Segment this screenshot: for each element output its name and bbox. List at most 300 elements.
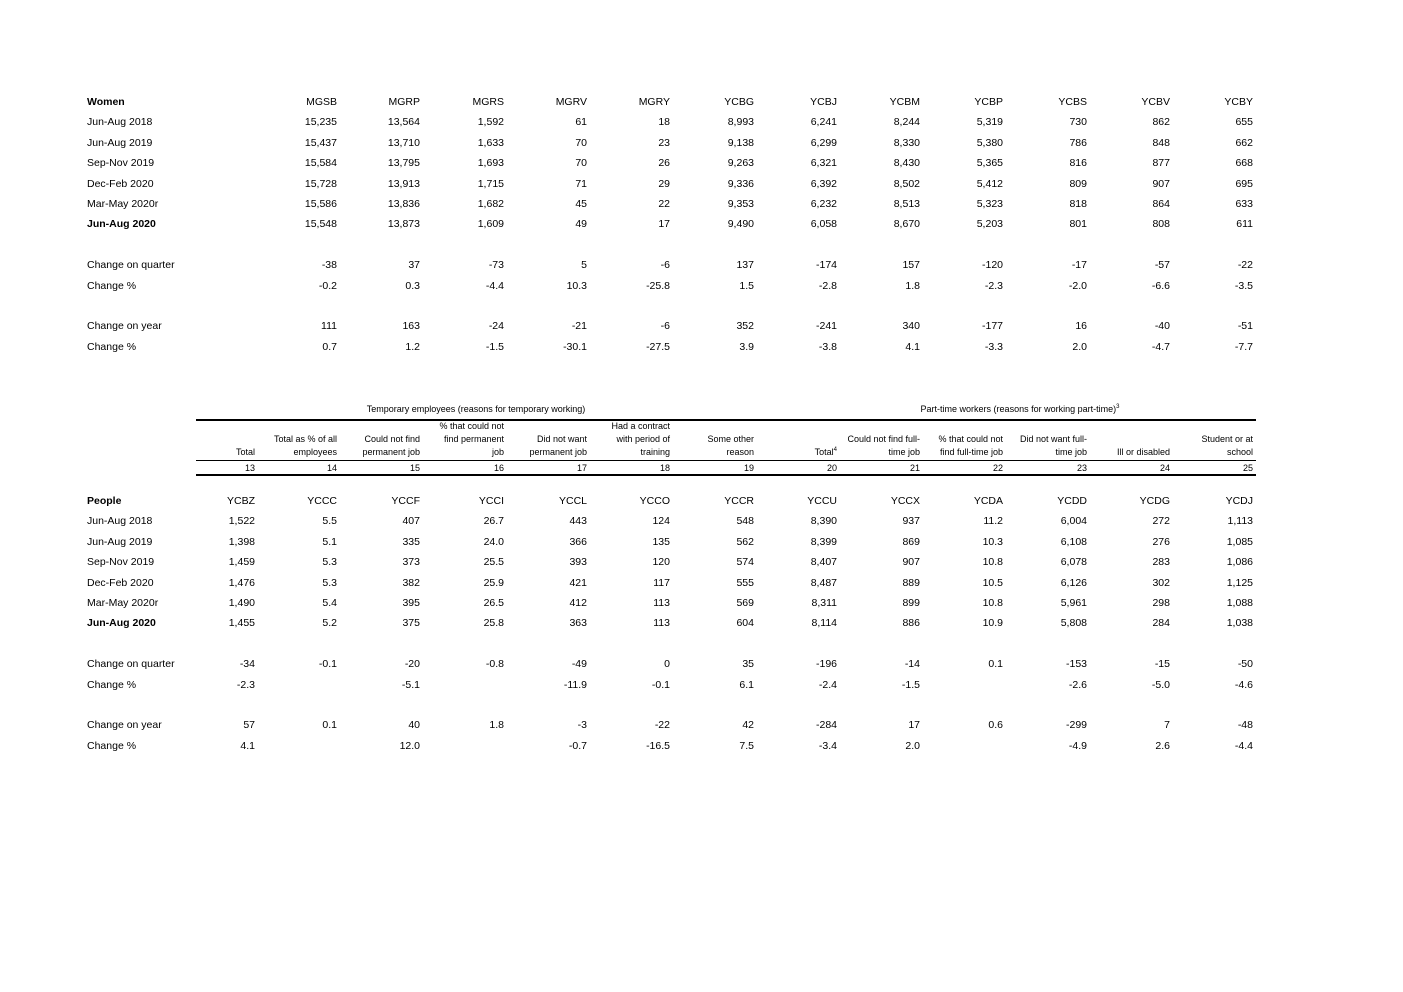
change-cell: 7.5 xyxy=(739,740,754,752)
table-cell: 668 xyxy=(1235,157,1253,169)
header-bottom-rule xyxy=(196,474,1256,476)
series-code: YCBM xyxy=(889,96,920,108)
table-cell: 8,330 xyxy=(893,137,920,149)
table-cell: 907 xyxy=(902,556,920,568)
change-cell: 1.8 xyxy=(489,719,504,731)
table-cell: 13,710 xyxy=(387,137,420,149)
table-cell: 1,490 xyxy=(228,597,255,609)
change-cell: 35 xyxy=(742,658,754,670)
change-cell: -5.0 xyxy=(1151,679,1170,691)
table-cell: 272 xyxy=(1152,515,1170,527)
table-cell: 730 xyxy=(1069,116,1087,128)
column-index: 19 xyxy=(743,463,754,473)
table-cell: 25.5 xyxy=(483,556,504,568)
change-cell: -57 xyxy=(1154,259,1170,271)
table-cell: 6,392 xyxy=(810,178,837,190)
series-code: YCCU xyxy=(807,495,837,507)
change-label: Change on quarter xyxy=(87,658,175,670)
table-cell: 15,437 xyxy=(304,137,337,149)
table-cell: 8,390 xyxy=(810,515,837,527)
table-cell: 1,455 xyxy=(228,617,255,629)
change-cell: 37 xyxy=(408,259,420,271)
change-cell: 7 xyxy=(1164,719,1170,731)
table-cell: 1,113 xyxy=(1227,515,1253,527)
change-cell: -3.5 xyxy=(1234,280,1253,292)
table-cell: 1,715 xyxy=(477,178,504,190)
series-code: YCBZ xyxy=(226,495,255,507)
change-cell: -0.7 xyxy=(568,740,587,752)
table-cell: 6,321 xyxy=(810,157,837,169)
row-label: Sep-Nov 2019 xyxy=(87,157,155,169)
table-cell: 8,487 xyxy=(810,577,837,589)
change-cell: -0.1 xyxy=(651,679,670,691)
table-cell: 5,412 xyxy=(976,178,1003,190)
table-cell: 808 xyxy=(1152,218,1170,230)
footnote-marker: 3 xyxy=(1116,404,1120,410)
column-header-line: Total as % of all xyxy=(273,434,337,444)
change-cell: -5.1 xyxy=(401,679,420,691)
series-code: YCCL xyxy=(558,495,587,507)
table-cell: 9,490 xyxy=(727,218,754,230)
table-cell: 818 xyxy=(1069,198,1087,210)
table-cell: 61 xyxy=(575,116,587,128)
change-cell: -196 xyxy=(815,658,837,670)
row-label: Jun-Aug 2019 xyxy=(87,536,153,548)
table-cell: 8,311 xyxy=(811,597,837,609)
change-cell: 1.8 xyxy=(905,280,920,292)
table-cell: 562 xyxy=(736,536,754,548)
column-header-line: school xyxy=(1226,447,1253,457)
change-cell: -40 xyxy=(1154,320,1170,332)
table-cell: 655 xyxy=(1235,116,1253,128)
column-header-line: employees xyxy=(293,447,337,457)
table-cell: 8,670 xyxy=(893,218,920,230)
change-cell: -3.4 xyxy=(818,740,837,752)
table-cell: 6,241 xyxy=(810,116,837,128)
table-cell: 5,808 xyxy=(1060,617,1087,629)
column-index: 25 xyxy=(1242,463,1253,473)
change-cell: -22 xyxy=(1237,259,1253,271)
table-cell: 375 xyxy=(402,617,420,629)
table-cell: 5.2 xyxy=(322,617,337,629)
column-header-line: Could not find full- xyxy=(847,434,920,444)
column-index: 21 xyxy=(909,463,920,473)
series-code: YCBS xyxy=(1058,96,1087,108)
table-cell: 862 xyxy=(1152,116,1170,128)
table-cell: 604 xyxy=(736,617,754,629)
column-index: 15 xyxy=(409,463,420,473)
header-mid-rule xyxy=(196,460,1256,461)
change-cell: -1.5 xyxy=(901,679,920,691)
row-label: Jun-Aug 2020 xyxy=(87,617,156,629)
table-cell: 25.9 xyxy=(483,577,504,589)
column-header-line: Total$^4$ xyxy=(814,447,837,457)
table-cell: 8,114 xyxy=(811,617,837,629)
change-cell: -22 xyxy=(654,719,670,731)
column-index: 14 xyxy=(326,463,337,473)
column-header xyxy=(921,433,1003,459)
change-cell: 57 xyxy=(243,719,255,731)
table-cell: 283 xyxy=(1152,556,1170,568)
series-code: MGRP xyxy=(388,96,420,108)
table-cell: 6,004 xyxy=(1060,515,1087,527)
table-cell: 335 xyxy=(402,536,420,548)
change-cell: 1.2 xyxy=(405,341,420,353)
table-cell: 70 xyxy=(575,137,587,149)
table-cell: 363 xyxy=(569,617,587,629)
row-label: Jun-Aug 2019 xyxy=(87,137,153,149)
change-cell: -0.8 xyxy=(485,658,504,670)
change-cell: -50 xyxy=(1237,658,1253,670)
section-label-women: Women xyxy=(87,96,125,108)
table-cell: 1,038 xyxy=(1226,617,1253,629)
table-cell: 22 xyxy=(658,198,670,210)
table-cell: 26 xyxy=(658,157,670,169)
column-header xyxy=(1088,446,1170,459)
change-cell: -0.1 xyxy=(318,658,337,670)
table-cell: 10.9 xyxy=(982,617,1003,629)
change-cell: -11.9 xyxy=(563,679,587,691)
change-cell: -73 xyxy=(488,259,504,271)
change-cell: 1.5 xyxy=(739,280,754,292)
table-cell: 5.3 xyxy=(322,577,337,589)
change-cell: -15 xyxy=(1154,658,1170,670)
table-cell: 120 xyxy=(652,556,670,568)
change-cell: 17 xyxy=(908,719,920,731)
change-cell: 6.1 xyxy=(739,679,754,691)
change-cell: 340 xyxy=(902,320,920,332)
table-cell: 124 xyxy=(652,515,670,527)
table-cell: 5,323 xyxy=(976,198,1003,210)
table-cell: 25.8 xyxy=(483,617,504,629)
table-cell: 816 xyxy=(1069,157,1087,169)
series-code: YCBV xyxy=(1141,96,1170,108)
column-index: 18 xyxy=(659,463,670,473)
column-header-line: % that could not xyxy=(439,421,504,431)
series-code: YCCF xyxy=(391,495,420,507)
change-cell: 111 xyxy=(321,320,337,332)
change-label: Change % xyxy=(87,679,137,691)
series-code: MGSB xyxy=(306,96,337,108)
change-cell: -48 xyxy=(1237,719,1253,731)
table-cell: 1,682 xyxy=(477,198,504,210)
change-cell: -0.2 xyxy=(318,280,337,292)
table-cell: 29 xyxy=(658,178,670,190)
series-code: YCBY xyxy=(1224,96,1253,108)
change-label: Change on year xyxy=(87,719,162,731)
table-cell: 555 xyxy=(736,577,754,589)
table-cell: 10.3 xyxy=(982,536,1003,548)
table-cell: 26.7 xyxy=(483,515,504,527)
column-header-line: Did not want xyxy=(536,434,587,444)
change-cell: -4.9 xyxy=(1068,740,1087,752)
column-index: 17 xyxy=(576,463,587,473)
table-cell: 15,584 xyxy=(304,157,337,169)
column-header-line: permanent job xyxy=(529,447,587,457)
change-cell: 0.6 xyxy=(988,719,1003,731)
change-cell: -20 xyxy=(404,658,420,670)
change-cell: -3.3 xyxy=(984,341,1003,353)
series-code: YCBJ xyxy=(810,96,837,108)
change-cell: -2.8 xyxy=(818,280,837,292)
change-cell: 2.0 xyxy=(1072,341,1087,353)
column-header xyxy=(838,433,920,459)
table-cell: 5.1 xyxy=(322,536,337,548)
change-cell: -6.6 xyxy=(1151,280,1170,292)
table-cell: 611 xyxy=(1236,218,1253,230)
section-label-people: People xyxy=(87,495,122,507)
table-cell: 6,078 xyxy=(1060,556,1087,568)
table-cell: 569 xyxy=(736,597,754,609)
change-cell: 4.1 xyxy=(240,740,255,752)
change-cell: -177 xyxy=(981,320,1003,332)
table-cell: 8,399 xyxy=(810,536,837,548)
table-cell: 877 xyxy=(1152,157,1170,169)
column-header-line: Had a contract xyxy=(611,421,670,431)
table-cell: 9,353 xyxy=(727,198,754,210)
table-cell: 382 xyxy=(402,577,420,589)
column-header-line: % that could not xyxy=(938,434,1003,444)
table-cell: 6,232 xyxy=(810,198,837,210)
table-cell: 864 xyxy=(1152,198,1170,210)
change-cell: -34 xyxy=(239,658,255,670)
column-header xyxy=(173,446,255,459)
table-cell: 13,873 xyxy=(387,218,420,230)
change-cell: 4.1 xyxy=(905,341,920,353)
table-cell: 9,138 xyxy=(727,137,754,149)
table-cell: 15,548 xyxy=(304,218,337,230)
change-cell: -7.7 xyxy=(1234,341,1253,353)
table-cell: 11.2 xyxy=(983,515,1003,527)
change-cell: -4.4 xyxy=(485,280,504,292)
table-cell: 9,336 xyxy=(727,178,754,190)
column-header xyxy=(672,433,754,459)
column-header xyxy=(338,433,420,459)
table-cell: 70 xyxy=(575,157,587,169)
change-cell: -1.5 xyxy=(485,341,504,353)
table-cell: 5,203 xyxy=(976,218,1003,230)
change-cell: 163 xyxy=(402,320,420,332)
table-cell: 393 xyxy=(569,556,587,568)
change-cell: 2.6 xyxy=(1155,740,1170,752)
change-cell: -284 xyxy=(815,719,837,731)
column-header-line: time job xyxy=(888,447,920,457)
column-header-line: Ill or disabled xyxy=(1116,447,1170,457)
table-cell: 1,086 xyxy=(1226,556,1253,568)
table-cell: 5.5 xyxy=(322,515,337,527)
table-cell: 886 xyxy=(902,617,920,629)
table-cell: 302 xyxy=(1152,577,1170,589)
table-cell: 8,513 xyxy=(893,198,920,210)
column-header-line: Total xyxy=(235,447,255,457)
table-cell: 412 xyxy=(569,597,587,609)
table-cell: 1,522 xyxy=(228,515,255,527)
table-cell: 1,085 xyxy=(1226,536,1253,548)
table-cell: 1,592 xyxy=(477,116,504,128)
table-cell: 1,459 xyxy=(228,556,255,568)
column-header xyxy=(588,420,670,459)
column-header-line: job xyxy=(491,447,504,457)
table-cell: 6,058 xyxy=(810,218,837,230)
series-code: MGRS xyxy=(472,96,504,108)
table-cell: 407 xyxy=(402,515,420,527)
table-cell: 1,609 xyxy=(477,218,504,230)
table-cell: 10.8 xyxy=(982,556,1003,568)
series-code: YCCC xyxy=(307,495,337,507)
table-cell: 695 xyxy=(1235,178,1253,190)
part-time-title xyxy=(820,404,1220,414)
table-cell: 395 xyxy=(402,597,420,609)
row-label: Jun-Aug 2018 xyxy=(87,515,153,527)
table-cell: 49 xyxy=(575,218,587,230)
change-cell: 12.0 xyxy=(399,740,420,752)
change-cell: -21 xyxy=(571,320,587,332)
column-header xyxy=(1171,433,1253,459)
change-cell: -14 xyxy=(904,658,920,670)
column-header-line: find permanent xyxy=(443,434,504,444)
table-cell: 45 xyxy=(575,198,587,210)
change-cell: 0.1 xyxy=(322,719,337,731)
change-cell: 0.3 xyxy=(405,280,420,292)
column-header xyxy=(1005,433,1087,459)
change-cell: -4.6 xyxy=(1234,679,1253,691)
row-label: Jun-Aug 2020 xyxy=(87,218,156,230)
table-cell: 5.3 xyxy=(322,556,337,568)
table-cell: 633 xyxy=(1235,198,1253,210)
column-header-line: Did not want full- xyxy=(1019,434,1087,444)
table-cell: 848 xyxy=(1152,137,1170,149)
change-cell: -27.5 xyxy=(646,341,670,353)
change-cell: -2.4 xyxy=(818,679,837,691)
change-cell: 137 xyxy=(736,259,754,271)
table-cell: 10.5 xyxy=(982,577,1003,589)
table-cell: 809 xyxy=(1069,178,1087,190)
column-index: 16 xyxy=(493,463,504,473)
column-index: 13 xyxy=(244,463,255,473)
table-cell: 937 xyxy=(902,515,920,527)
table-cell: 8,993 xyxy=(727,116,754,128)
change-cell: -3 xyxy=(577,719,587,731)
change-cell: 3.9 xyxy=(739,341,754,353)
table-cell: 13,913 xyxy=(387,178,420,190)
table-cell: 5,380 xyxy=(976,137,1003,149)
series-code: YCDJ xyxy=(1225,495,1253,507)
table-cell: 366 xyxy=(569,536,587,548)
table-cell: 889 xyxy=(902,577,920,589)
table-cell: 1,693 xyxy=(477,157,504,169)
table-cell: 6,108 xyxy=(1060,536,1087,548)
table-cell: 801 xyxy=(1069,218,1087,230)
change-label: Change % xyxy=(87,280,137,292)
table-cell: 869 xyxy=(902,536,920,548)
table-cell: 373 xyxy=(402,556,420,568)
table-cell: 574 xyxy=(736,556,754,568)
series-code: YCCI xyxy=(478,495,504,507)
table-cell: 907 xyxy=(1152,178,1170,190)
table-cell: 113 xyxy=(653,597,670,609)
column-header-line: Some other xyxy=(707,434,754,444)
change-cell: -153 xyxy=(1065,658,1087,670)
change-label: Change % xyxy=(87,740,137,752)
table-cell: 8,244 xyxy=(893,116,920,128)
change-cell: -4.7 xyxy=(1151,341,1170,353)
footnote-marker: 4 xyxy=(833,447,837,453)
table-cell: 1,476 xyxy=(228,577,255,589)
change-cell: -174 xyxy=(815,259,837,271)
table-cell: 8,407 xyxy=(810,556,837,568)
table-cell: 13,564 xyxy=(387,116,420,128)
table-cell: 71 xyxy=(575,178,587,190)
table-cell: 5,961 xyxy=(1060,597,1087,609)
change-cell: -6 xyxy=(660,259,670,271)
table-cell: 5,319 xyxy=(976,116,1003,128)
column-header-line: time job xyxy=(1055,447,1087,457)
row-label: Mar-May 2020r xyxy=(87,597,159,609)
series-code: YCCX xyxy=(890,495,920,507)
change-label: Change % xyxy=(87,341,137,353)
series-code: YCBP xyxy=(974,96,1003,108)
change-cell: 10.3 xyxy=(566,280,587,292)
table-cell: 899 xyxy=(902,597,920,609)
row-label: Sep-Nov 2019 xyxy=(87,556,155,568)
column-header-line: permanent job xyxy=(362,447,420,457)
column-header-line: Could not find xyxy=(364,434,420,444)
change-cell: -2.6 xyxy=(1068,679,1087,691)
series-code: MGRV xyxy=(555,96,587,108)
series-code: YCDD xyxy=(1057,495,1087,507)
column-header xyxy=(755,446,837,459)
table-cell: 443 xyxy=(569,515,587,527)
change-cell: -299 xyxy=(1065,719,1087,731)
series-code: YCBG xyxy=(724,96,754,108)
change-cell: -2.3 xyxy=(236,679,255,691)
change-cell: 40 xyxy=(408,719,420,731)
change-label: Change on year xyxy=(87,320,162,332)
table-cell: 1,633 xyxy=(477,137,504,149)
table-cell: 13,836 xyxy=(387,198,420,210)
column-header-line: with period of xyxy=(616,434,670,444)
table-cell: 23 xyxy=(658,137,670,149)
column-index: 20 xyxy=(826,463,837,473)
series-code: YCDA xyxy=(973,495,1003,507)
column-header xyxy=(422,420,504,459)
table-cell: 276 xyxy=(1152,536,1170,548)
change-cell: -30.1 xyxy=(563,341,587,353)
change-cell: -49 xyxy=(571,658,587,670)
table-cell: 5.4 xyxy=(322,597,337,609)
change-cell: -51 xyxy=(1237,320,1253,332)
table-cell: 24.0 xyxy=(483,536,504,548)
change-cell: -3.8 xyxy=(818,341,837,353)
change-label: Change on quarter xyxy=(87,259,175,271)
table-cell: 284 xyxy=(1152,617,1170,629)
table-cell: 13,795 xyxy=(387,157,420,169)
change-cell: 16 xyxy=(1075,320,1087,332)
table-cell: 1,088 xyxy=(1226,597,1253,609)
table-cell: 662 xyxy=(1235,137,1253,149)
table-cell: 15,235 xyxy=(304,116,337,128)
series-code: MGRY xyxy=(638,96,670,108)
table-cell: 26.5 xyxy=(483,597,504,609)
change-cell: 42 xyxy=(742,719,754,731)
change-cell: -2.0 xyxy=(1068,280,1087,292)
table-cell: 421 xyxy=(569,577,587,589)
change-cell: -4.4 xyxy=(1234,740,1253,752)
table-cell: 15,728 xyxy=(304,178,337,190)
change-cell: -24 xyxy=(488,320,504,332)
change-cell: -6 xyxy=(660,320,670,332)
column-index: 22 xyxy=(992,463,1003,473)
